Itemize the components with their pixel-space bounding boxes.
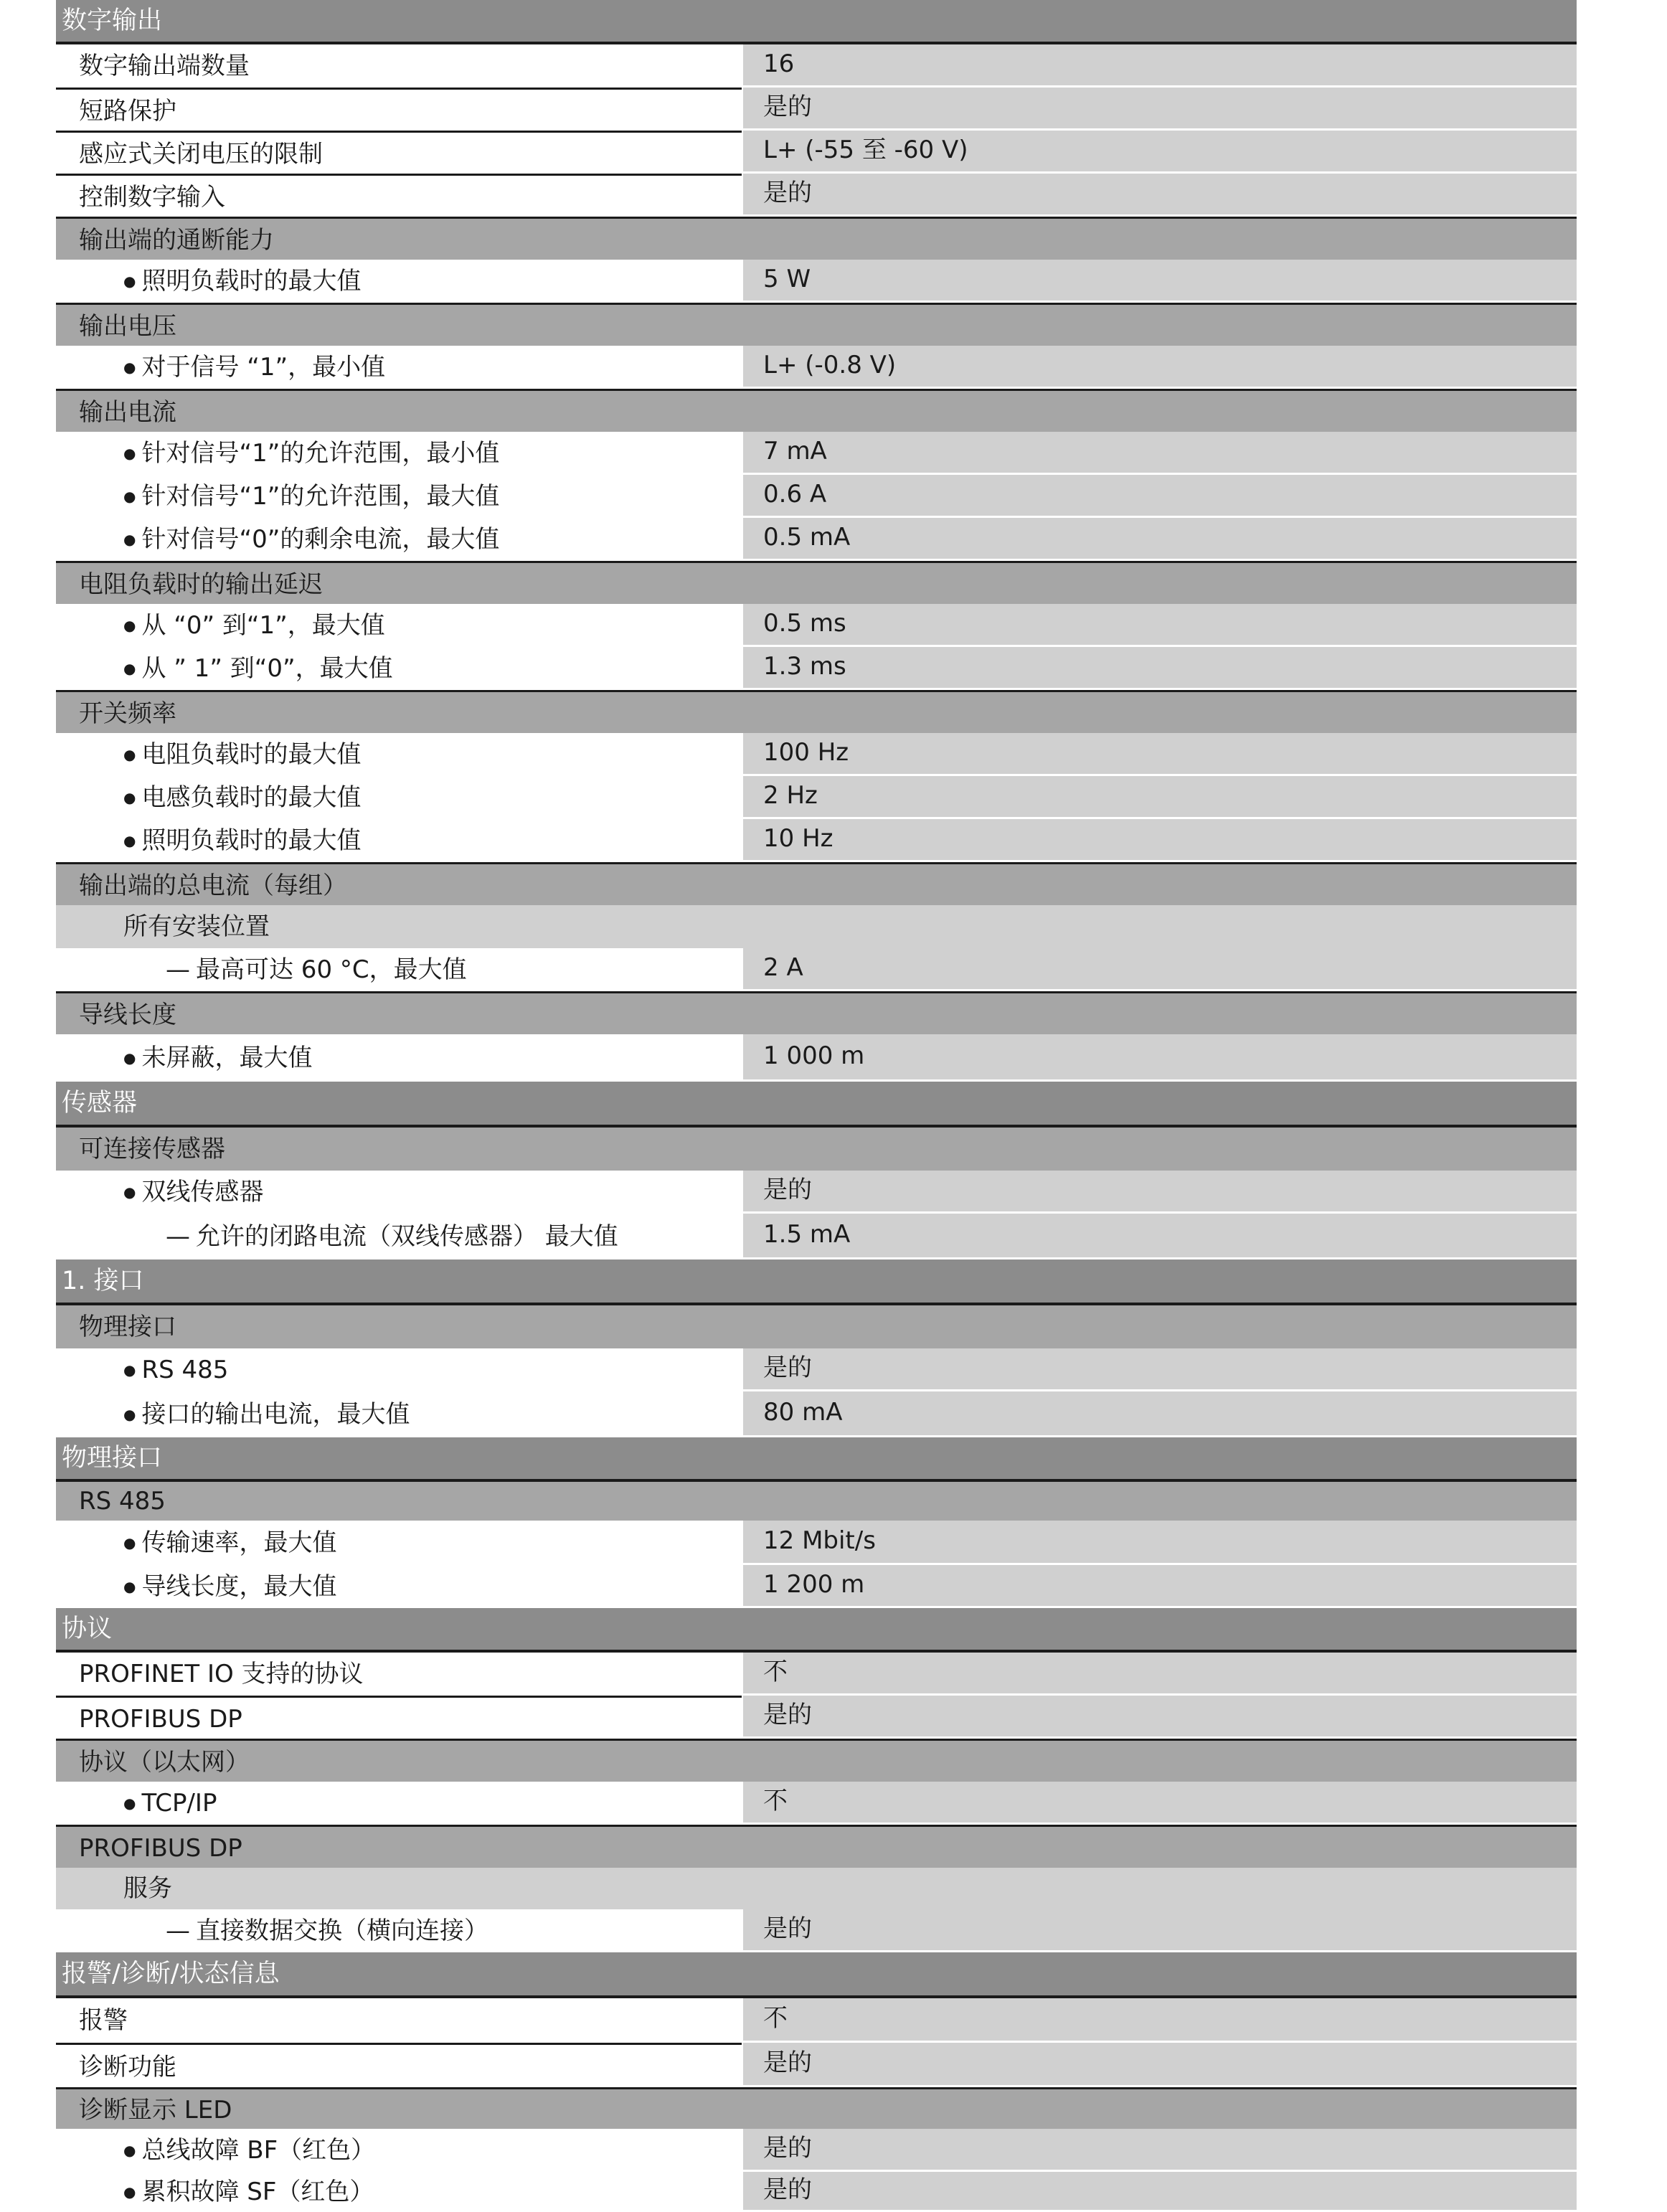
spec-value-cell [743,1565,1577,1608]
group-title: 物理接口 [79,1313,176,1341]
group-title: 输出电流 [79,398,176,427]
spec-value: 是的 [763,179,812,207]
spec-row [56,44,1577,88]
spec-value: 1.5 mA [763,1220,851,1249]
spec-value-cell [743,1909,1577,1952]
spec-label-cell [56,346,742,389]
spec-value-cell [743,2129,1577,2172]
spec-label-cell [56,1909,742,1952]
section-header [56,1952,1577,1998]
spec-row [56,2129,1577,2172]
section-title: 报警/诊断/状态信息 [62,1960,280,1988]
spec-row [56,948,1577,991]
spec-value: 是的 [763,2048,812,2077]
group-header [56,389,1577,432]
spec-value: 是的 [763,1701,812,1729]
spec-value-cell [743,475,1577,518]
spec-row [56,1391,1577,1437]
spec-label: ● RS 485 [123,1358,228,1382]
spec-label-cell [56,1034,742,1082]
spec-row [56,1521,1577,1565]
spec-label: — 直接数据交换（横向连接） [166,1919,488,1943]
spec-value: 10 Hz [763,824,834,853]
spec-row [56,733,1577,776]
spec-value: 12 Mbit/s [763,1526,876,1555]
spec-value-cell [743,733,1577,776]
spec-value: 80 mA [763,1398,843,1427]
spec-label: 感应式关闭电压的限制 [79,140,323,169]
spec-label: ● 传输速率，最大值 [123,1531,336,1555]
spec-value: 1.3 ms [763,652,846,681]
group-header [56,561,1577,604]
spec-label-cell [56,260,742,303]
spec-row [56,1909,1577,1952]
spec-label-cell [56,1696,742,1739]
spec-row [56,1171,1577,1214]
spec-value-cell [743,1391,1577,1437]
spec-label: 短路保护 [79,97,176,126]
section-header [56,1437,1577,1482]
group-header [56,862,1577,905]
spec-row [56,2172,1577,2212]
spec-label: ● 对于信号 “1”，最小值 [123,355,385,379]
spec-label: ● 未屏蔽，最大值 [123,1046,312,1070]
group-title: RS 485 [79,1487,166,1516]
spec-label: ● TCP/IP [123,1791,217,1815]
spec-label-cell [56,2172,742,2212]
spec-value-cell [743,432,1577,475]
spec-value: 16 [763,49,795,78]
spec-label-cell [56,647,742,690]
spec-row [56,647,1577,690]
spec-label: ● 接口的输出电流，最大值 [123,1402,410,1427]
spec-value-cell [743,948,1577,991]
group-header [56,217,1577,260]
subgroup-title: 服务 [123,1874,172,1903]
spec-row [56,1214,1577,1259]
spec-value: 7 mA [763,437,827,465]
group-header [56,2087,1577,2129]
spec-value: 100 Hz [763,738,849,767]
spec-value: 是的 [763,93,812,121]
section-title: 1. 接口 [62,1267,144,1295]
spec-value-cell [743,260,1577,303]
spec-label-cell [56,518,742,561]
spec-row [56,346,1577,389]
group-header [56,1128,1577,1171]
spec-label-cell [56,174,742,217]
spec-value: 2 Hz [763,781,818,810]
spec-value: 1 200 m [763,1570,865,1599]
group-header [56,991,1577,1034]
spec-value: L+ (-55 至 -60 V) [763,136,968,164]
spec-value-cell [743,131,1577,174]
spec-value: 不 [763,1787,788,1815]
spec-value: 0.5 ms [763,609,846,638]
spec-label-cell [56,1782,742,1825]
spec-value: 不 [763,1658,788,1686]
subgroup-title: 所有安装位置 [123,912,270,941]
section-title: 物理接口 [62,1444,163,1473]
spec-label: ● 针对信号“1”的允许范围，最小值 [123,441,499,465]
spec-value-cell [743,518,1577,561]
group-header [56,1739,1577,1782]
spec-value: 是的 [763,2134,812,2163]
spec-value: 0.6 A [763,480,827,509]
spec-value-cell [743,1998,1577,2043]
spec-label-cell [56,1565,742,1608]
spec-label-cell [56,776,742,819]
spec-value: 是的 [763,1914,812,1943]
spec-label: ● 双线传感器 [123,1180,263,1204]
group-title: 协议（以太网） [79,1748,250,1777]
spec-value-cell [743,1171,1577,1214]
spec-value: 5 W [763,265,811,293]
spec-value: 是的 [763,1353,812,1382]
spec-value-cell [743,1521,1577,1565]
spec-value-cell [743,776,1577,819]
spec-label-cell [56,819,742,862]
spec-label-cell [56,2043,742,2087]
spec-row [56,88,1577,131]
spec-row [56,475,1577,518]
spec-label: PROFINET IO 支持的协议 [79,1660,364,1688]
spec-row [56,1696,1577,1739]
spec-value: 不 [763,2004,788,2033]
section-title: 传感器 [62,1089,138,1117]
spec-label: 报警 [79,2006,128,2035]
spec-value-cell [743,604,1577,647]
spec-row [56,174,1577,217]
spec-value: 1 000 m [763,1041,865,1070]
spec-row [56,1653,1577,1696]
spec-row [56,131,1577,174]
group-header [56,1825,1577,1868]
spec-label: ● 电感负载时的最大值 [123,785,361,810]
group-title: 可连接传感器 [79,1135,225,1163]
spec-label: ● 电阻负载时的最大值 [123,742,361,767]
section-title: 协议 [62,1615,113,1643]
spec-row [56,819,1577,862]
spec-label-cell [56,1214,742,1259]
spec-label-cell [56,1521,742,1565]
spec-value-cell [743,44,1577,88]
spec-value-cell [743,1348,1577,1391]
subgroup-header [56,905,1577,948]
group-header [56,303,1577,346]
group-header [56,1482,1577,1521]
section-title: 数字输出 [62,6,163,35]
spec-label: PROFIBUS DP [79,1705,242,1734]
spec-row [56,260,1577,303]
spec-label: ● 照明负载时的最大值 [123,269,361,293]
spec-row [56,1565,1577,1608]
spec-value: L+ (-0.8 V) [763,351,897,379]
spec-row [56,1998,1577,2043]
spec-label-cell [56,1998,742,2043]
spec-value-cell [743,647,1577,690]
group-title: 电阻负载时的输出延迟 [79,570,323,599]
spec-label-cell [56,604,742,647]
group-title: 导线长度 [79,1001,176,1029]
spec-label: 诊断功能 [79,2053,176,2081]
spec-value: 2 A [763,953,803,982]
spec-label-cell [56,44,742,88]
spec-row [56,1348,1577,1391]
spec-row [56,518,1577,561]
spec-value-cell [743,88,1577,131]
spec-label: ● 导线长度，最大值 [123,1574,336,1599]
spec-value: 是的 [763,1176,812,1204]
spec-label-cell [56,475,742,518]
section-header [56,1608,1577,1653]
spec-label: ● 从 “0” 到“1”，最大值 [123,613,385,638]
group-title: PROFIBUS DP [79,1834,242,1863]
spec-value-cell [743,2043,1577,2087]
group-title: 输出端的通断能力 [79,226,274,255]
spec-label-cell [56,1348,742,1391]
spec-label-cell [56,88,742,131]
spec-label: ● 针对信号“0”的剩余电流，最大值 [123,527,499,552]
spec-value-cell [743,1034,1577,1082]
spec-row [56,1034,1577,1082]
spec-value-cell [743,1782,1577,1825]
group-title: 诊断显示 LED [79,2096,232,2124]
spec-row [56,604,1577,647]
spec-label: — 允许的闭路电流（双线传感器） 最大值 [166,1224,618,1249]
spec-value-cell [743,819,1577,862]
group-title: 输出端的总电流（每组） [79,871,347,900]
spec-value: 是的 [763,2175,812,2204]
spec-label: ● 总线故障 BF（红色） [123,2138,375,2163]
group-header [56,1305,1577,1348]
spec-label: 数字输出端数量 [79,52,250,80]
spec-value-cell [743,1696,1577,1739]
spec-label-cell [56,1171,742,1214]
section-header [56,1082,1577,1128]
spec-label-cell [56,1391,742,1437]
spec-label: ● 从 ” 1” 到“0”，最大值 [123,656,393,681]
subgroup-header [56,1868,1577,1909]
spec-label-cell [56,432,742,475]
spec-label: ● 针对信号“1”的允许范围，最大值 [123,484,499,509]
spec-value-cell [743,174,1577,217]
spec-label-cell [56,1653,742,1696]
spec-label-cell [56,733,742,776]
spec-value-cell [743,1653,1577,1696]
spec-value-cell [743,2172,1577,2212]
spec-row [56,432,1577,475]
spec-value: 0.5 mA [763,523,851,552]
spec-label: ● 累积故障 SF（红色） [123,2180,374,2204]
spec-label-cell [56,948,742,991]
spec-row [56,776,1577,819]
section-header [56,0,1577,44]
spec-label-cell [56,131,742,174]
group-header [56,690,1577,733]
spec-label: — 最高可达 60 °C，最大值 [166,958,467,982]
spec-row [56,2043,1577,2087]
spec-row [56,1782,1577,1825]
spec-label: 控制数字输入 [79,183,225,212]
spec-value-cell [743,346,1577,389]
spec-label-cell [56,2129,742,2172]
spec-label: ● 照明负载时的最大值 [123,828,361,853]
spec-value-cell [743,1214,1577,1259]
group-title: 开关频率 [79,699,176,728]
group-title: 输出电压 [79,312,176,341]
section-header [56,1259,1577,1305]
